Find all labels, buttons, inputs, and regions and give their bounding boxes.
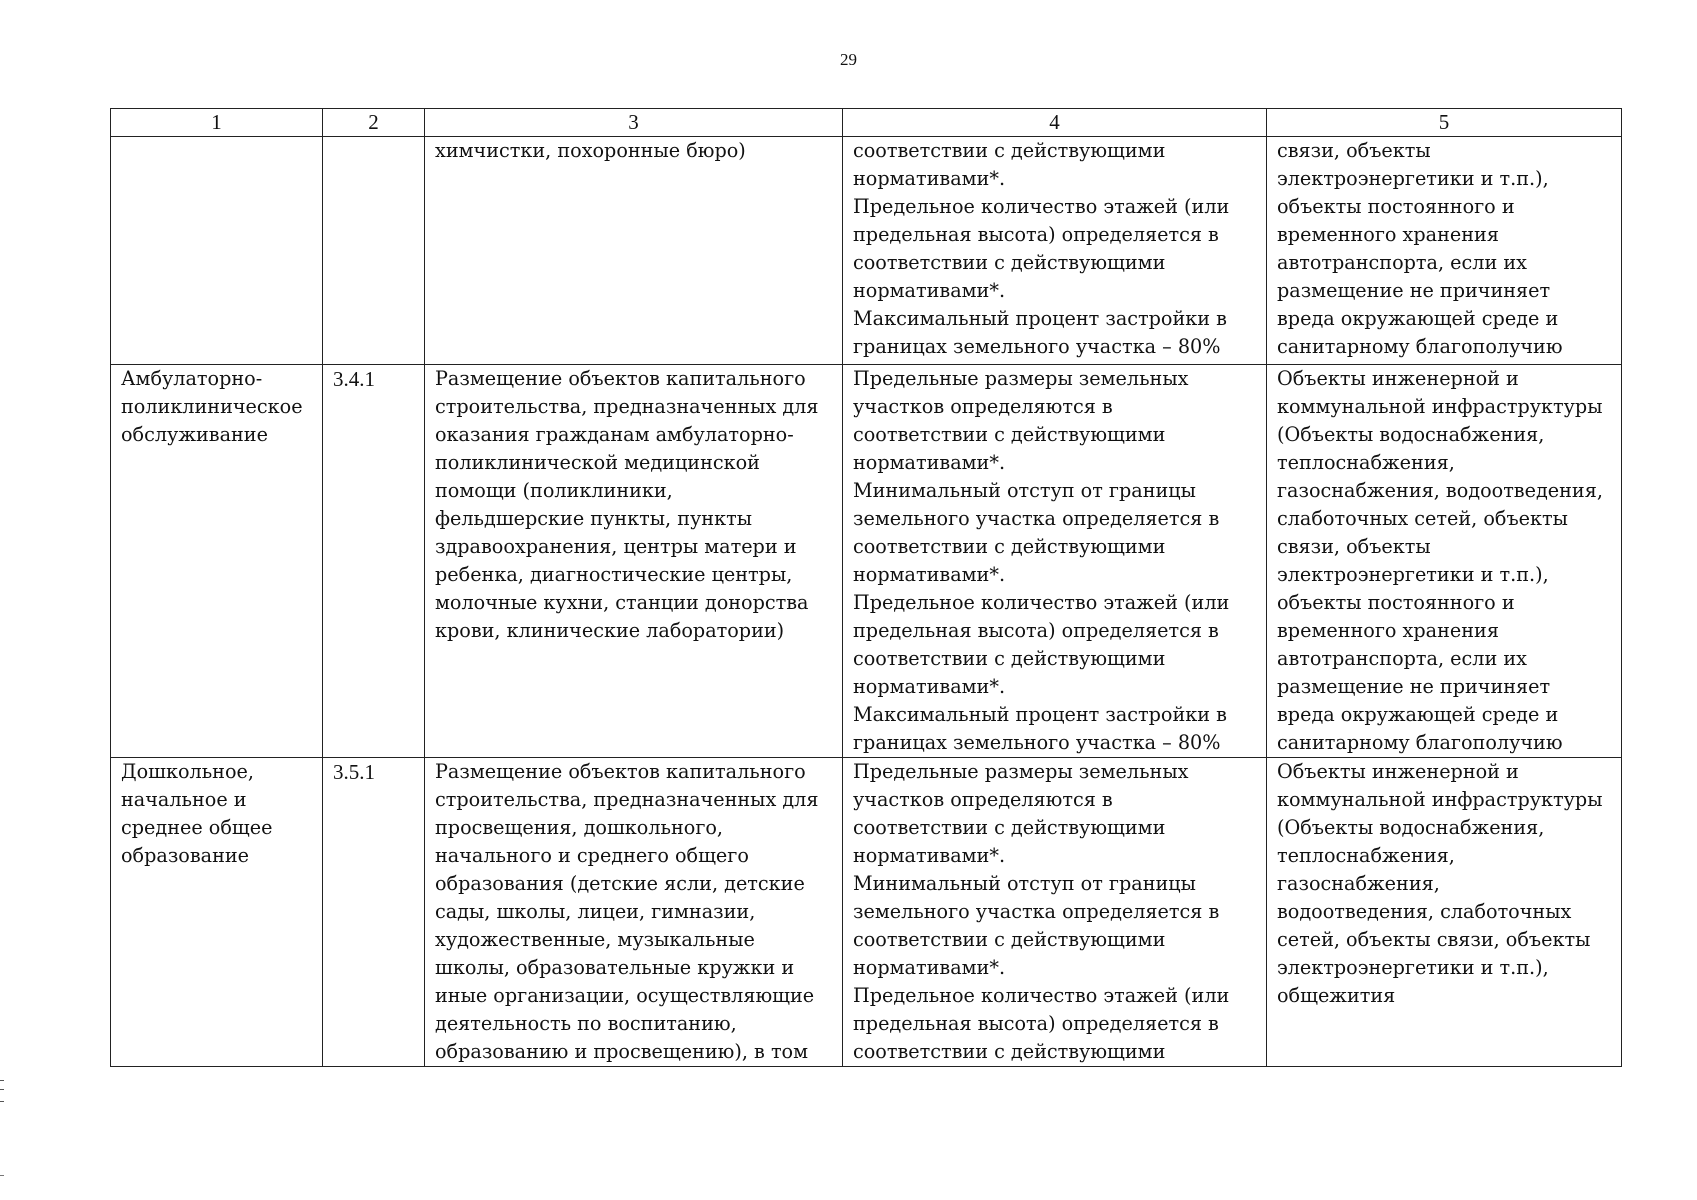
use-description-cell <box>425 758 843 1067</box>
cell-text-line: Предельные размеры земельных <box>853 760 1189 783</box>
table-header-row <box>111 109 1622 137</box>
cell-text-line: нормативами*. <box>853 675 1006 698</box>
cell-text-line: поликлиническое <box>121 395 303 418</box>
auxiliary-uses-cell <box>1267 137 1622 365</box>
page-number: 29 <box>840 50 857 69</box>
cell-text-line: оказания гражданам амбулаторно- <box>435 423 794 446</box>
cell-text-line: художественные, музыкальные <box>435 928 755 951</box>
column-number-2: 2 <box>323 109 425 137</box>
cell-text-line: земельного участка определяется в <box>853 900 1220 923</box>
cell-text-line: связи, объекты <box>1277 535 1431 558</box>
scan-edge-tick <box>0 1175 4 1176</box>
cell-text-line: соответствии с действующими <box>853 535 1166 558</box>
column-number-3: 3 <box>425 109 843 137</box>
cell-text-line: химчистки, похоронные бюро) <box>435 139 746 162</box>
cell-text-line: строительства, предназначенных для <box>435 395 819 418</box>
cell-text-line: соответствии с действующими <box>853 1040 1166 1063</box>
cell-text-line: объекты постоянного и <box>1277 591 1515 614</box>
cell-text-line: (Объекты водоснабжения, <box>1277 816 1545 839</box>
cell-text-line: размещение не причиняет <box>1277 675 1551 698</box>
cell-text-line: общежития <box>1277 984 1396 1007</box>
cell-text-line: электроэнергетики и т.п.), <box>1277 563 1549 586</box>
cell-text-line: участков определяются в <box>853 395 1113 418</box>
zoning-table <box>110 108 1622 1067</box>
cell-text-line: Минимальный отступ от границы <box>853 479 1196 502</box>
use-code-cell: 3.4.1 <box>323 365 425 758</box>
cell-text-line: Амбулаторно- <box>121 367 263 390</box>
cell-text-line: соответствии с действующими <box>853 816 1166 839</box>
cell-text-line: вреда окружающей среде и <box>1277 703 1559 726</box>
cell-text-line: поликлинической медицинской <box>435 451 760 474</box>
cell-text-line: вреда окружающей среде и <box>1277 307 1559 330</box>
cell-text-line: временного хранения <box>1277 223 1499 246</box>
cell-text-line: теплоснабжения, <box>1277 451 1455 474</box>
cell-text-line: Объекты инженерной и <box>1277 760 1519 783</box>
cell-text-line: соответствии с действующими <box>853 423 1166 446</box>
cell-text-line: образованию и просвещению), в том <box>435 1040 809 1063</box>
cell-text-line: нормативами*. <box>853 956 1006 979</box>
cell-text-line: соответствии с действующими <box>853 251 1166 274</box>
cell-text-line: автотранспорта, если их <box>1277 251 1527 274</box>
cell-text-line: соответствии с действующими <box>853 647 1166 670</box>
cell-text-line: Предельное количество этажей (или <box>853 195 1230 218</box>
cell-text-line: участков определяются в <box>853 788 1113 811</box>
cell-text-line: электроэнергетики и т.п.), <box>1277 956 1549 979</box>
auxiliary-uses-cell <box>1267 365 1622 758</box>
use-code-cell: 3.5.1 <box>323 758 425 1067</box>
cell-text-line: нормативами*. <box>853 563 1006 586</box>
cell-text-line: нормативами*. <box>853 167 1006 190</box>
cell-text-line: просвещения, дошкольного, <box>435 816 724 839</box>
parameters-cell <box>843 137 1267 365</box>
table-row <box>111 365 1622 758</box>
cell-text-line: электроэнергетики и т.п.), <box>1277 167 1549 190</box>
cell-text-line: коммунальной инфраструктуры <box>1277 788 1603 811</box>
auxiliary-uses-cell <box>1267 758 1622 1067</box>
column-number-1: 1 <box>111 109 323 137</box>
cell-text-line: объекты постоянного и <box>1277 195 1515 218</box>
cell-text-line: санитарному благополучию <box>1277 731 1563 754</box>
cell-text-line: Предельное количество этажей (или <box>853 591 1230 614</box>
column-number-5: 5 <box>1267 109 1622 137</box>
cell-text-line: водоотведения, слаботочных <box>1277 900 1572 923</box>
cell-text-line: предельная высота) определяется в <box>853 1012 1219 1035</box>
cell-text-line: Предельное количество этажей (или <box>853 984 1230 1007</box>
parameters-cell <box>843 758 1267 1067</box>
cell-text-line: молочные кухни, станции донорства <box>435 591 809 614</box>
cell-text-line: земельного участка определяется в <box>853 507 1220 530</box>
cell-text-line: предельная высота) определяется в <box>853 619 1219 642</box>
cell-text-line: строительства, предназначенных для <box>435 788 819 811</box>
parameters-cell <box>843 365 1267 758</box>
cell-text-line: образование <box>121 844 250 867</box>
cell-text-line: обслуживание <box>121 423 268 446</box>
cell-text-line: соответствии с действующими <box>853 139 1166 162</box>
land-use-type-cell <box>111 137 323 365</box>
cell-text-line: (Объекты водоснабжения, <box>1277 423 1545 446</box>
table-row <box>111 758 1622 1067</box>
cell-text-line: связи, объекты <box>1277 139 1431 162</box>
cell-text-line: нормативами*. <box>853 844 1006 867</box>
cell-text-line: предельная высота) определяется в <box>853 223 1219 246</box>
land-use-type-cell <box>111 758 323 1067</box>
cell-text-line: Размещение объектов капитального <box>435 760 806 783</box>
cell-text-line: ребенка, диагностические центры, <box>435 563 793 586</box>
cell-text-line: Объекты инженерной и <box>1277 367 1519 390</box>
cell-text-line: теплоснабжения, <box>1277 844 1455 867</box>
cell-text-line: здравоохранения, центры матери и <box>435 535 797 558</box>
use-description-cell <box>425 365 843 758</box>
cell-text-line: временного хранения <box>1277 619 1499 642</box>
cell-text-line: границах земельного участка – 80% <box>853 731 1221 754</box>
cell-text-line: газоснабжения, <box>1277 872 1440 895</box>
cell-text-line: соответствии с действующими <box>853 928 1166 951</box>
cell-text-line: помощи (поликлиники, <box>435 479 673 502</box>
cell-text-line: нормативами*. <box>853 279 1006 302</box>
cell-text-line: Предельные размеры земельных <box>853 367 1189 390</box>
use-description-cell <box>425 137 843 365</box>
cell-text-line: начальное и <box>121 788 247 811</box>
table-row <box>111 137 1622 365</box>
cell-text-line: Размещение объектов капитального <box>435 367 806 390</box>
use-code-cell <box>323 137 425 365</box>
cell-text-line: фельдшерские пункты, пункты <box>435 507 752 530</box>
cell-text-line: Минимальный отступ от границы <box>853 872 1196 895</box>
scan-edge-marks <box>0 1080 4 1102</box>
cell-text-line: границах земельного участка – 80% <box>853 335 1221 358</box>
cell-text-line: сетей, объекты связи, объекты <box>1277 928 1591 951</box>
column-number-4: 4 <box>843 109 1267 137</box>
cell-text-line: санитарному благополучию <box>1277 335 1563 358</box>
cell-text-line: школы, образовательные кружки и <box>435 956 795 979</box>
cell-text-line: среднее общее <box>121 816 273 839</box>
cell-text-line: начального и среднего общего <box>435 844 749 867</box>
cell-text-line: образования (детские ясли, детские <box>435 872 805 895</box>
cell-text-line: Максимальный процент застройки в <box>853 307 1227 330</box>
cell-text-line: Максимальный процент застройки в <box>853 703 1227 726</box>
cell-text-line: слаботочных сетей, объекты <box>1277 507 1568 530</box>
cell-text-line: автотранспорта, если их <box>1277 647 1527 670</box>
cell-text-line: размещение не причиняет <box>1277 279 1551 302</box>
cell-text-line: газоснабжения, водоотведения, <box>1277 479 1603 502</box>
cell-text-line: Дошкольное, <box>121 760 254 783</box>
land-use-type-cell <box>111 365 323 758</box>
cell-text-line: крови, клинические лаборатории) <box>435 619 785 642</box>
cell-text-line: деятельность по воспитанию, <box>435 1012 737 1035</box>
cell-text-line: сады, школы, лицеи, гимназии, <box>435 900 756 923</box>
cell-text-line: коммунальной инфраструктуры <box>1277 395 1603 418</box>
cell-text-line: нормативами*. <box>853 451 1006 474</box>
cell-text-line: иные организации, осуществляющие <box>435 984 815 1007</box>
